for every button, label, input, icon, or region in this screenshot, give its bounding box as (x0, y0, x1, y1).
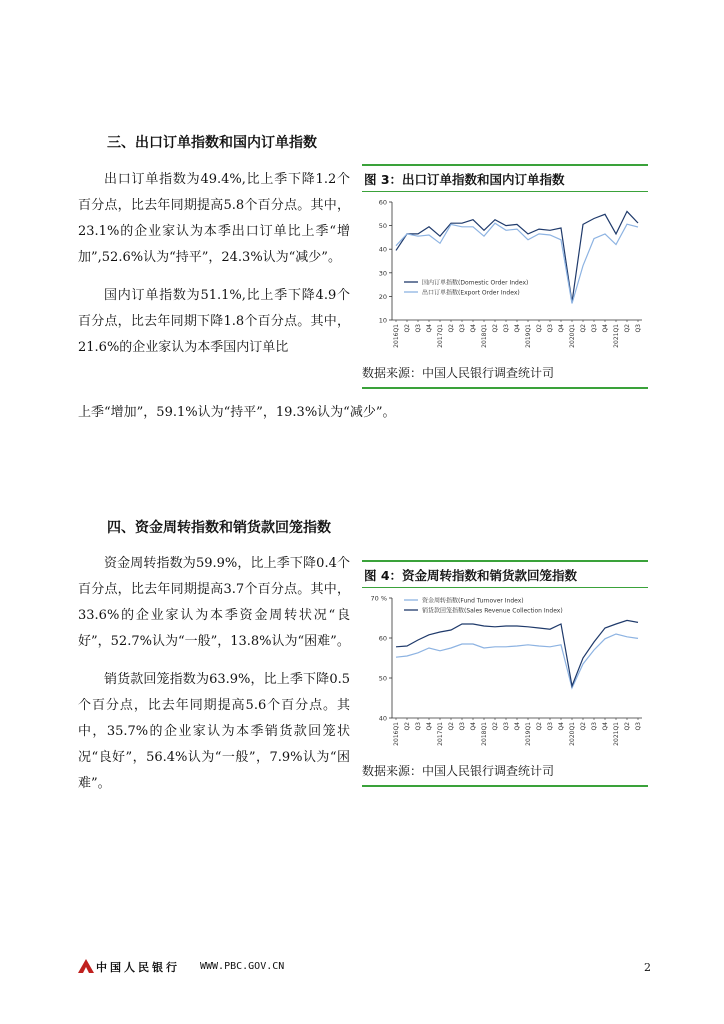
chart-axes (392, 202, 642, 320)
x-tick-label: Q3 (415, 722, 422, 731)
x-tick-label: Q3 (503, 722, 510, 731)
x-tick-label: Q2 (624, 324, 631, 333)
x-tick-label: 2020Q1 (569, 324, 576, 348)
x-tick-label: 2018Q1 (481, 324, 488, 348)
x-tick-label: Q4 (558, 722, 565, 731)
y-tick-label: 20 (378, 292, 387, 301)
series-line-0 (396, 634, 638, 688)
x-tick-label: Q2 (448, 324, 455, 333)
y-tick-label: 40 (378, 714, 387, 723)
footer-page-number: 2 (644, 961, 651, 974)
x-tick-label: Q3 (547, 722, 554, 731)
pbc-logo-icon (78, 959, 94, 973)
x-tick-label: Q3 (415, 324, 422, 333)
x-tick-label: 2017Q1 (437, 324, 444, 348)
x-tick-label: Q3 (635, 324, 642, 333)
x-tick-label: Q4 (426, 324, 433, 333)
figure-3-source: 数据来源：中国人民银行调查统计司 (362, 366, 555, 380)
footer-org-name: 中国人民银行 (96, 961, 180, 974)
x-tick-label: Q3 (459, 722, 466, 731)
x-tick-label: 2019Q1 (525, 722, 532, 746)
x-tick-label: Q2 (404, 324, 411, 333)
legend-label-0: 国内订单指数(Domestic Order Index) (422, 279, 529, 287)
x-tick-label: 2016Q1 (393, 722, 400, 746)
figure-4-title: 图 4：资金周转指数和销货款回笼指数 (362, 560, 648, 588)
x-tick-label: 2020Q1 (569, 722, 576, 746)
legend-label-1: 出口订单指数(Export Order Index) (422, 289, 520, 297)
domestic-order-paragraph-continued: 上季“增加”，59.1%认为“持平”，19.3%认为“减少”。 (78, 405, 396, 420)
section-3-text (78, 167, 350, 361)
x-tick-label: Q3 (503, 324, 510, 333)
figure-3-title: 图 3：出口订单指数和国内订单指数 (362, 164, 648, 192)
y-tick-label: 40 (378, 245, 387, 254)
x-tick-label: Q2 (448, 722, 455, 731)
x-tick-label: Q3 (591, 722, 598, 731)
x-tick-label: Q2 (404, 722, 411, 731)
x-tick-label: Q3 (591, 324, 598, 333)
export-order-paragraph: 出口订单指数为49.4%,比上季下降1.2个百分点，比去年同期提高5.8个百分点。其中，23.1%的企业家认为本季出口订单比上季“增加”,52.6%认为“持平”，24.3%认为“减少”。 (78, 172, 350, 265)
x-tick-label: Q4 (602, 722, 609, 731)
section-4-heading: 四、资金周转指数和销货款回笼指数 (107, 520, 331, 536)
x-tick-label: 2017Q1 (437, 722, 444, 746)
x-tick-label: Q2 (580, 722, 587, 731)
y-tick-label: 70 % (370, 594, 387, 603)
y-tick-label: 60 (378, 634, 387, 643)
y-tick-label: 60 (378, 198, 387, 207)
figure-3 (362, 164, 648, 389)
x-tick-label: Q3 (547, 324, 554, 333)
x-tick-label: Q4 (426, 722, 433, 731)
x-tick-label: Q4 (470, 324, 477, 333)
domestic-order-paragraph: 国内订单指数为51.1%,比上季下降4.9个百分点，比去年同期下降1.8个百分点。其中，21.6%的企业家认为本季国内订单比 (78, 288, 350, 355)
x-tick-label: 2021Q1 (613, 324, 620, 348)
y-tick-label: 30 (378, 269, 387, 278)
x-tick-label: Q2 (580, 324, 587, 333)
footer-url: WWW.PBC.GOV.CN (200, 961, 285, 972)
x-tick-label: 2018Q1 (481, 722, 488, 746)
section-3-heading: 三、出口订单指数和国内订单指数 (107, 135, 317, 151)
x-tick-label: Q4 (470, 722, 477, 731)
x-tick-label: Q2 (536, 324, 543, 333)
y-tick-label: 50 (378, 222, 387, 231)
sales-collection-paragraph: 销货款回笼指数为63.9%，比上季下降0.5个百分点，比去年同期提高5.6个百分点。其中，35.7%的企业家认为本季销货款回笼状况“良好”，56.4%认为“一般”，7.9%认为“困难”。 (78, 672, 350, 791)
legend-label-1: 销货款回笼指数(Sales Revenue Collection Index) (422, 607, 563, 615)
x-tick-label: Q4 (514, 722, 521, 731)
x-tick-label: 2016Q1 (393, 324, 400, 348)
x-tick-label: Q4 (558, 324, 565, 333)
figure-3-bottom-rule (362, 387, 648, 389)
x-tick-label: Q2 (624, 722, 631, 731)
y-tick-label: 50 (378, 674, 387, 683)
x-tick-label: Q4 (602, 324, 609, 333)
y-tick-label: 10 (378, 316, 387, 325)
fund-turnover-paragraph: 资金周转指数为59.9%，比上季下降0.4个百分点，比去年同期提高3.7个百分点。其中，33.6%的企业家认为本季资金周转状况“良好”，52.7%认为“一般”，13.8%认为“困难”。 (78, 556, 350, 649)
footer-logo (78, 958, 94, 977)
x-tick-label: Q4 (514, 324, 521, 333)
x-tick-label: 2021Q1 (613, 722, 620, 746)
series-line-1 (396, 620, 638, 686)
chart-axes (392, 598, 642, 718)
x-tick-label: Q2 (492, 324, 499, 333)
figure-3-chart (362, 192, 648, 360)
x-tick-label: Q2 (536, 722, 543, 731)
section-4-text (78, 551, 350, 797)
x-tick-label: Q3 (635, 722, 642, 731)
x-tick-label: Q2 (492, 722, 499, 731)
figure-4-bottom-rule (362, 785, 648, 787)
legend-label-0: 资金周转指数(Fund Turnover Index) (422, 597, 524, 605)
x-tick-label: 2019Q1 (525, 324, 532, 348)
figure-4 (362, 560, 648, 787)
figure-4-chart (362, 588, 648, 758)
x-tick-label: Q3 (459, 324, 466, 333)
figure-4-source: 数据来源：中国人民银行调查统计司 (362, 764, 555, 778)
